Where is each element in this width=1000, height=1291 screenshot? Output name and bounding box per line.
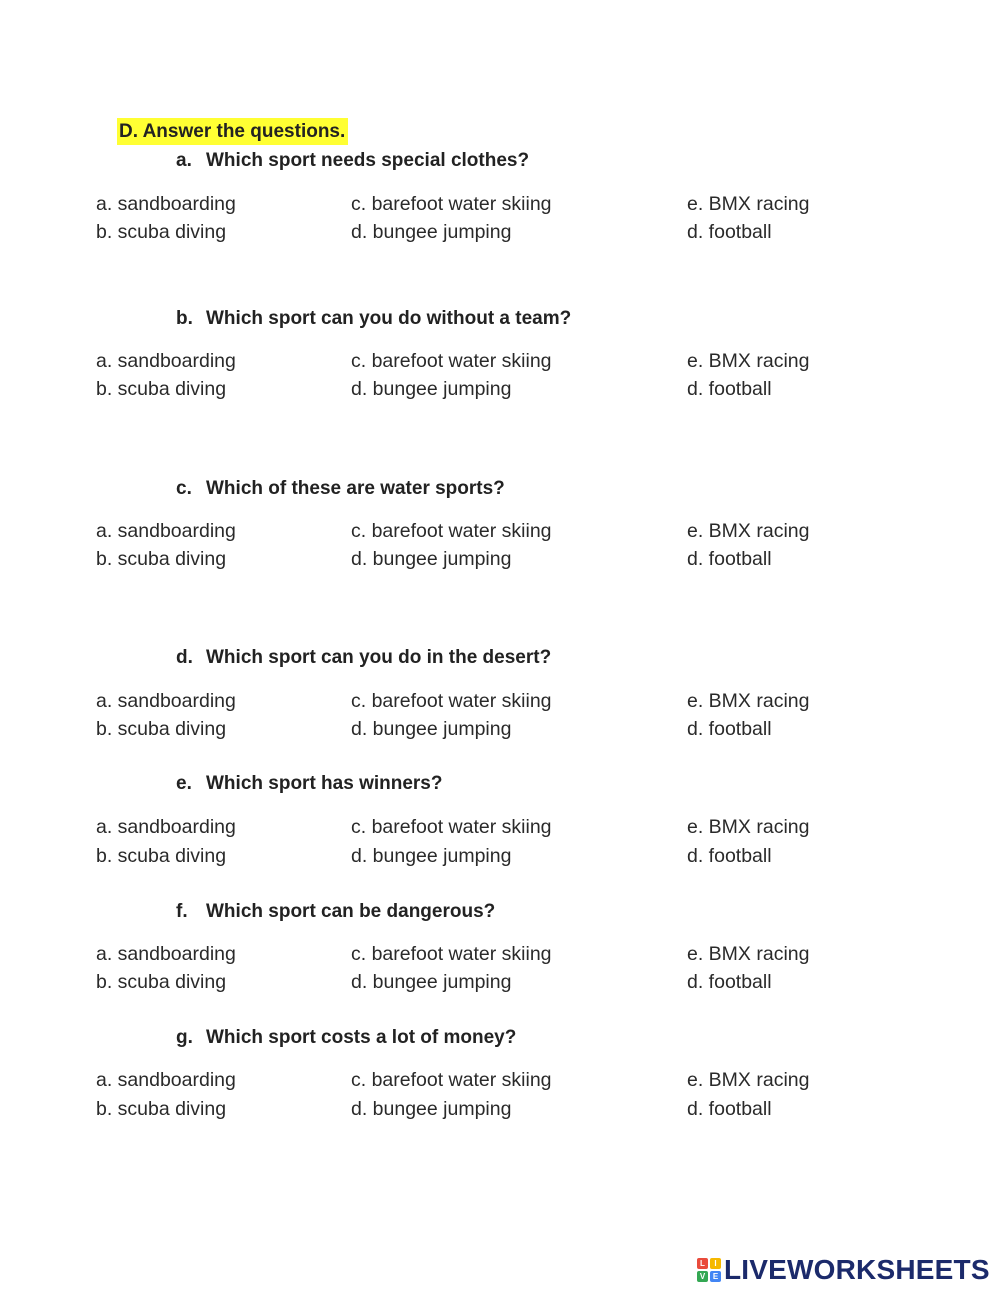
option-bmx-racing[interactable]: e. BMX racing [687,943,810,965]
question-letter: c. [176,478,192,499]
question-letter: e. [176,773,192,794]
option-scuba-diving[interactable]: b. scuba diving [96,971,227,993]
question-e [176,772,442,796]
question-text: Which sport has winners? [206,773,443,794]
logo-square-i: I [710,1258,721,1269]
question-c [176,477,505,501]
question-text: Which sport costs a lot of money? [206,1027,517,1048]
logo-square-e: E [710,1271,721,1282]
option-barefoot-water-skiing[interactable]: c. barefoot water skiing [351,350,552,372]
logo-square-l: L [697,1258,708,1269]
question-text: Which sport needs special clothes? [206,150,530,171]
section-heading: D. Answer the questions. [117,118,348,145]
option-football[interactable]: d. football [687,971,772,993]
option-bmx-racing[interactable]: e. BMX racing [687,193,810,215]
question-d [176,646,551,670]
option-barefoot-water-skiing[interactable]: c. barefoot water skiing [351,690,552,712]
option-scuba-diving[interactable]: b. scuba diving [96,718,227,740]
question-letter: f. [176,901,188,922]
question-g [176,1026,516,1050]
question-f [176,900,495,924]
liveworksheets-logo-icon [697,1258,721,1282]
liveworksheets-brand [697,1253,990,1287]
option-barefoot-water-skiing[interactable]: c. barefoot water skiing [351,943,552,965]
option-football[interactable]: d. football [687,845,772,867]
option-football[interactable]: d. football [687,548,772,570]
option-sandboarding[interactable]: a. sandboarding [96,943,236,965]
question-letter: g. [176,1027,193,1048]
option-scuba-diving[interactable]: b. scuba diving [96,221,227,243]
option-football[interactable]: d. football [687,718,772,740]
option-bungee-jumping[interactable]: d. bungee jumping [351,548,512,570]
option-bungee-jumping[interactable]: d. bungee jumping [351,1098,512,1120]
option-bungee-jumping[interactable]: d. bungee jumping [351,718,512,740]
option-football[interactable]: d. football [687,378,772,400]
option-barefoot-water-skiing[interactable]: c. barefoot water skiing [351,193,552,215]
question-letter: a. [176,150,192,171]
option-scuba-diving[interactable]: b. scuba diving [96,845,227,867]
option-bungee-jumping[interactable]: d. bungee jumping [351,845,512,867]
option-scuba-diving[interactable]: b. scuba diving [96,1098,227,1120]
question-text: Which of these are water sports? [206,478,505,499]
option-bungee-jumping[interactable]: d. bungee jumping [351,221,512,243]
question-text: Which sport can you do in the desert? [206,647,552,668]
option-sandboarding[interactable]: a. sandboarding [96,816,236,838]
option-bmx-racing[interactable]: e. BMX racing [687,520,810,542]
question-letter: d. [176,647,193,668]
option-football[interactable]: d. football [687,221,772,243]
option-sandboarding[interactable]: a. sandboarding [96,350,236,372]
question-a [176,149,529,173]
option-football[interactable]: d. football [687,1098,772,1120]
question-letter: b. [176,308,193,329]
question-b [176,307,571,331]
option-barefoot-water-skiing[interactable]: c. barefoot water skiing [351,1069,552,1091]
option-bmx-racing[interactable]: e. BMX racing [687,350,810,372]
option-bmx-racing[interactable]: e. BMX racing [687,1069,810,1091]
option-bmx-racing[interactable]: e. BMX racing [687,690,810,712]
option-scuba-diving[interactable]: b. scuba diving [96,378,227,400]
option-bungee-jumping[interactable]: d. bungee jumping [351,378,512,400]
option-sandboarding[interactable]: a. sandboarding [96,520,236,542]
option-sandboarding[interactable]: a. sandboarding [96,1069,236,1091]
option-sandboarding[interactable]: a. sandboarding [96,193,236,215]
option-barefoot-water-skiing[interactable]: c. barefoot water skiing [351,520,552,542]
brand-name: LIVEWORKSHEETS [724,1254,990,1285]
option-scuba-diving[interactable]: b. scuba diving [96,548,227,570]
option-barefoot-water-skiing[interactable]: c. barefoot water skiing [351,816,552,838]
option-bmx-racing[interactable]: e. BMX racing [687,816,810,838]
option-sandboarding[interactable]: a. sandboarding [96,690,236,712]
option-bungee-jumping[interactable]: d. bungee jumping [351,971,512,993]
question-text: Which sport can be dangerous? [206,901,496,922]
logo-square-v: V [697,1271,708,1282]
question-text: Which sport can you do without a team? [206,308,572,329]
